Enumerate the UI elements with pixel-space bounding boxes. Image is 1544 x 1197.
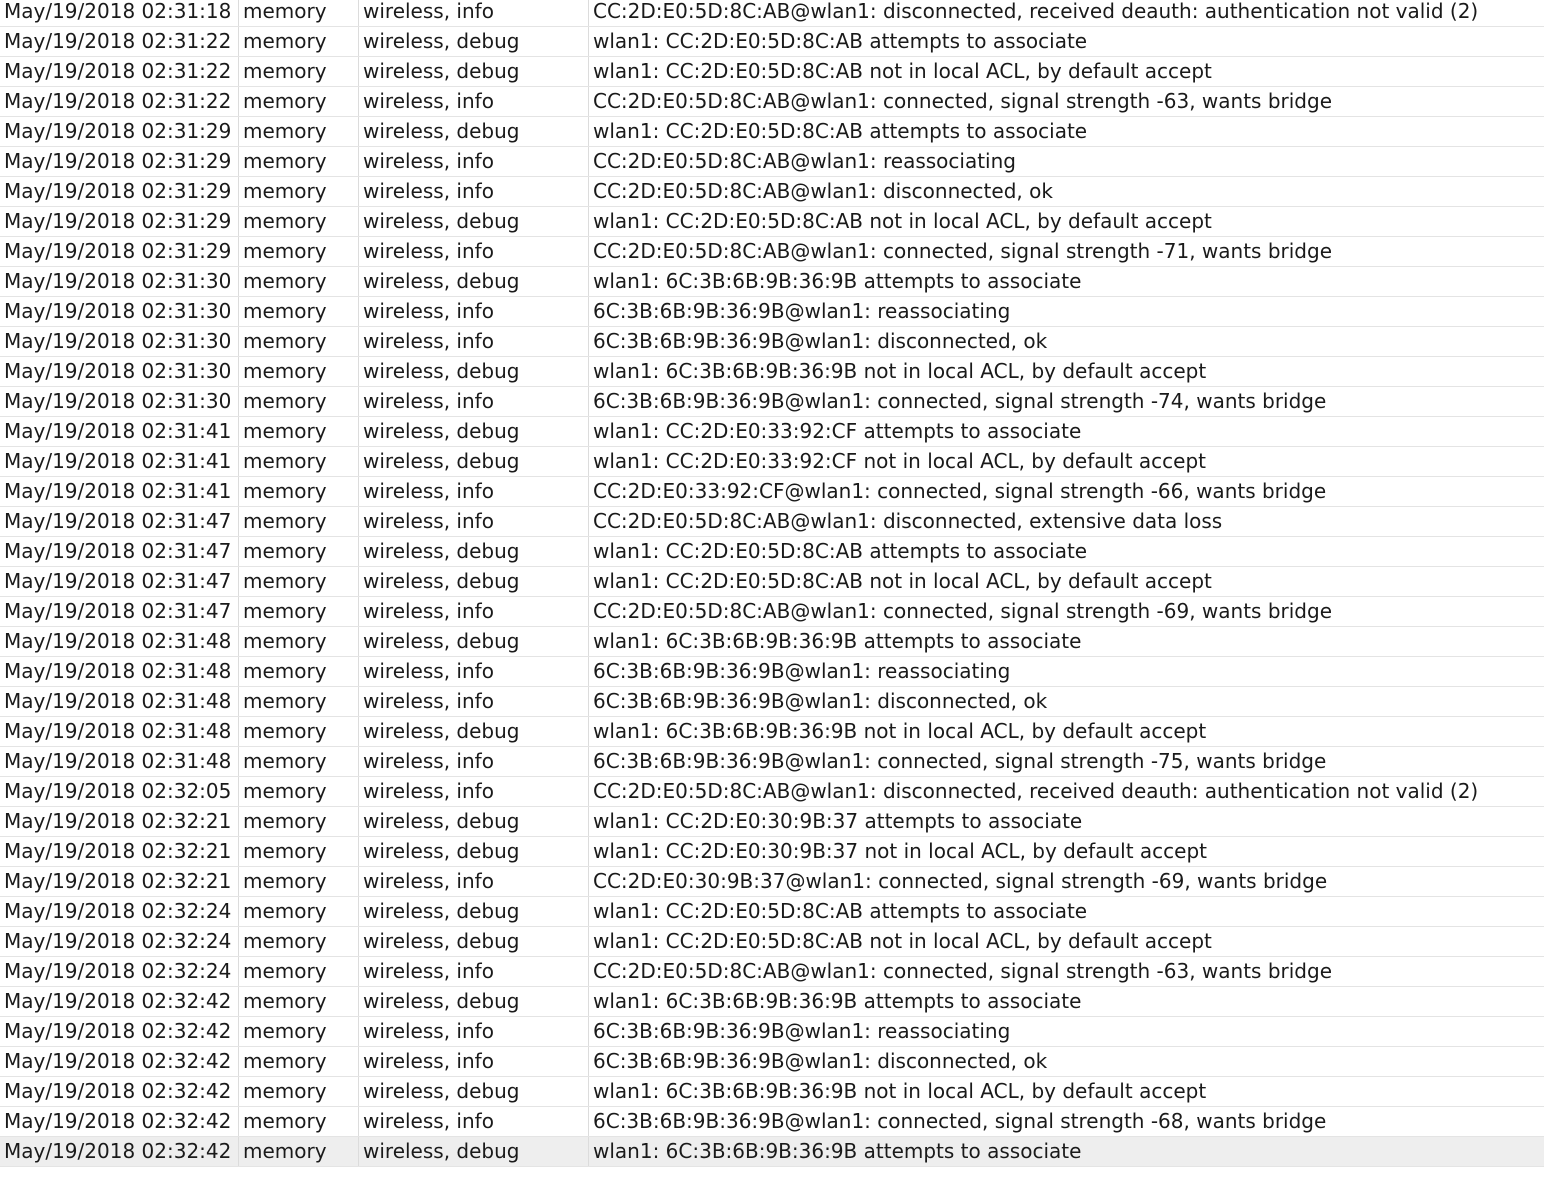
log-message-cell: 6C:3B:6B:9B:36:9B@wlan1: disconnected, ok: [588, 327, 1544, 356]
log-buffer-cell: memory: [238, 1107, 358, 1136]
log-message-cell: wlan1: CC:2D:E0:5D:8C:AB not in local ACL, by default accept: [588, 207, 1544, 236]
log-topics-cell: wireless, debug: [358, 447, 588, 476]
log-buffer-cell: memory: [238, 177, 358, 206]
log-row[interactable]: [0, 57, 1544, 87]
log-message-cell: wlan1: CC:2D:E0:5D:8C:AB attempts to associate: [588, 27, 1544, 56]
log-time-cell: May/19/2018 02:31:41: [4, 419, 232, 443]
log-topics-cell: wireless, debug: [358, 207, 588, 236]
log-message-cell: CC:2D:E0:5D:8C:AB@wlan1: connected, signal strength -69, wants bridge: [588, 597, 1544, 626]
log-time-cell: May/19/2018 02:31:29: [4, 239, 232, 263]
log-row[interactable]: [0, 117, 1544, 147]
log-message-cell: CC:2D:E0:5D:8C:AB@wlan1: disconnected, received deauth: authentication not valid (2): [588, 0, 1544, 26]
log-time-cell: May/19/2018 02:31:41: [4, 449, 232, 473]
log-row[interactable]: [0, 747, 1544, 777]
log-time-cell: May/19/2018 02:31:47: [4, 509, 232, 533]
log-row[interactable]: [0, 447, 1544, 477]
log-time-cell: May/19/2018 02:32:21: [4, 839, 232, 863]
log-topics-cell: wireless, debug: [358, 117, 588, 146]
log-message-cell: 6C:3B:6B:9B:36:9B@wlan1: disconnected, ok: [588, 687, 1544, 716]
log-message-cell: wlan1: CC:2D:E0:5D:8C:AB not in local ACL, by default accept: [588, 927, 1544, 956]
log-buffer-cell: memory: [238, 987, 358, 1016]
log-buffer-cell: memory: [238, 0, 358, 26]
log-time-cell: May/19/2018 02:32:42: [4, 1079, 232, 1103]
log-message-cell: CC:2D:E0:5D:8C:AB@wlan1: disconnected, ok: [588, 177, 1544, 206]
log-buffer-cell: memory: [238, 387, 358, 416]
log-row[interactable]: [0, 1137, 1544, 1167]
log-message-cell: wlan1: 6C:3B:6B:9B:36:9B not in local ACL, by default accept: [588, 357, 1544, 386]
log-time-cell: May/19/2018 02:32:42: [4, 1049, 232, 1073]
log-time-cell: May/19/2018 02:32:05: [4, 779, 232, 803]
log-topics-cell: wireless, debug: [358, 267, 588, 296]
log-message-cell: wlan1: CC:2D:E0:5D:8C:AB attempts to associate: [588, 537, 1544, 566]
log-row[interactable]: [0, 1107, 1544, 1137]
log-time-cell: May/19/2018 02:31:41: [4, 479, 232, 503]
log-time-cell: May/19/2018 02:31:48: [4, 629, 232, 653]
log-message-cell: CC:2D:E0:5D:8C:AB@wlan1: connected, signal strength -71, wants bridge: [588, 237, 1544, 266]
log-buffer-cell: memory: [238, 477, 358, 506]
log-topics-cell: wireless, info: [358, 777, 588, 806]
log-time-cell: May/19/2018 02:31:48: [4, 689, 232, 713]
log-buffer-cell: memory: [238, 567, 358, 596]
log-row[interactable]: [0, 627, 1544, 657]
log-row[interactable]: [0, 357, 1544, 387]
log-time-cell: May/19/2018 02:31:30: [4, 299, 232, 323]
log-row[interactable]: [0, 297, 1544, 327]
log-time-cell: May/19/2018 02:31:22: [4, 59, 232, 83]
log-message-cell: wlan1: CC:2D:E0:5D:8C:AB not in local ACL, by default accept: [588, 567, 1544, 596]
log-message-cell: wlan1: CC:2D:E0:5D:8C:AB not in local ACL, by default accept: [588, 57, 1544, 86]
log-buffer-cell: memory: [238, 897, 358, 926]
log-time-cell: May/19/2018 02:31:47: [4, 569, 232, 593]
log-message-cell: 6C:3B:6B:9B:36:9B@wlan1: connected, signal strength -68, wants bridge: [588, 1107, 1544, 1136]
log-buffer-cell: memory: [238, 687, 358, 716]
log-topics-cell: wireless, info: [358, 507, 588, 536]
log-buffer-cell: memory: [238, 927, 358, 956]
log-buffer-cell: memory: [238, 327, 358, 356]
log-message-cell: wlan1: 6C:3B:6B:9B:36:9B not in local ACL, by default accept: [588, 717, 1544, 746]
log-buffer-cell: memory: [238, 597, 358, 626]
log-topics-cell: wireless, info: [358, 867, 588, 896]
log-row[interactable]: [0, 267, 1544, 297]
log-message-cell: CC:2D:E0:33:92:CF@wlan1: connected, signal strength -66, wants bridge: [588, 477, 1544, 506]
log-message-cell: wlan1: CC:2D:E0:30:9B:37 not in local ACL, by default accept: [588, 837, 1544, 866]
log-buffer-cell: memory: [238, 447, 358, 476]
log-message-cell: 6C:3B:6B:9B:36:9B@wlan1: reassociating: [588, 1017, 1544, 1046]
log-buffer-cell: memory: [238, 1137, 358, 1166]
log-buffer-cell: memory: [238, 87, 358, 116]
log-time-cell: May/19/2018 02:31:22: [4, 29, 232, 53]
log-message-cell: wlan1: CC:2D:E0:33:92:CF attempts to associate: [588, 417, 1544, 446]
log-row[interactable]: [0, 537, 1544, 567]
log-row[interactable]: [0, 147, 1544, 177]
log-row[interactable]: [0, 237, 1544, 267]
log-row[interactable]: [0, 687, 1544, 717]
log-buffer-cell: memory: [238, 627, 358, 656]
log-message-cell: wlan1: 6C:3B:6B:9B:36:9B not in local ACL, by default accept: [588, 1077, 1544, 1106]
log-row[interactable]: [0, 477, 1544, 507]
log-message-cell: wlan1: 6C:3B:6B:9B:36:9B attempts to associate: [588, 627, 1544, 656]
log-time-cell: May/19/2018 02:32:42: [4, 1139, 232, 1163]
log-buffer-cell: memory: [238, 237, 358, 266]
log-topics-cell: wireless, info: [358, 477, 588, 506]
log-time-cell: May/19/2018 02:31:48: [4, 749, 232, 773]
log-message-cell: wlan1: CC:2D:E0:30:9B:37 attempts to associate: [588, 807, 1544, 836]
log-time-cell: May/19/2018 02:32:21: [4, 809, 232, 833]
log-row[interactable]: [0, 597, 1544, 627]
log-topics-cell: wireless, debug: [358, 717, 588, 746]
log-message-cell: wlan1: 6C:3B:6B:9B:36:9B attempts to associate: [588, 267, 1544, 296]
log-topics-cell: wireless, debug: [358, 897, 588, 926]
log-message-cell: wlan1: CC:2D:E0:5D:8C:AB attempts to associate: [588, 117, 1544, 146]
log-buffer-cell: memory: [238, 27, 358, 56]
log-row[interactable]: [0, 177, 1544, 207]
log-time-cell: May/19/2018 02:32:42: [4, 1109, 232, 1133]
log-buffer-cell: memory: [238, 207, 358, 236]
log-time-cell: May/19/2018 02:32:24: [4, 959, 232, 983]
log-topics-cell: wireless, debug: [358, 807, 588, 836]
log-topics-cell: wireless, debug: [358, 1137, 588, 1166]
log-buffer-cell: memory: [238, 717, 358, 746]
log-row[interactable]: [0, 27, 1544, 57]
log-topics-cell: wireless, debug: [358, 357, 588, 386]
log-topics-cell: wireless, debug: [358, 537, 588, 566]
log-topics-cell: wireless, debug: [358, 987, 588, 1016]
log-topics-cell: wireless, debug: [358, 567, 588, 596]
log-time-cell: May/19/2018 02:31:29: [4, 209, 232, 233]
log-buffer-cell: memory: [238, 1047, 358, 1076]
log-topics-cell: wireless, debug: [358, 417, 588, 446]
log-buffer-cell: memory: [238, 147, 358, 176]
log-row[interactable]: [0, 1077, 1544, 1107]
log-row[interactable]: [0, 0, 1544, 27]
log-time-cell: May/19/2018 02:31:48: [4, 719, 232, 743]
log-row[interactable]: [0, 387, 1544, 417]
log-row[interactable]: [0, 957, 1544, 987]
log-message-cell: wlan1: 6C:3B:6B:9B:36:9B attempts to associate: [588, 1137, 1544, 1166]
log-time-cell: May/19/2018 02:32:42: [4, 1019, 232, 1043]
log-topics-cell: wireless, info: [358, 237, 588, 266]
log-row[interactable]: [0, 837, 1544, 867]
log-topics-cell: wireless, info: [358, 87, 588, 116]
log-topics-cell: wireless, info: [358, 687, 588, 716]
log-buffer-cell: memory: [238, 807, 358, 836]
log-buffer-cell: memory: [238, 57, 358, 86]
log-time-cell: May/19/2018 02:32:21: [4, 869, 232, 893]
log-time-cell: May/19/2018 02:31:22: [4, 89, 232, 113]
log-row[interactable]: [0, 87, 1544, 117]
log-time-cell: May/19/2018 02:31:18: [4, 0, 232, 23]
log-message-cell: CC:2D:E0:30:9B:37@wlan1: connected, signal strength -69, wants bridge: [588, 867, 1544, 896]
log-topics-cell: wireless, debug: [358, 1077, 588, 1106]
log-buffer-cell: memory: [238, 417, 358, 446]
log-buffer-cell: memory: [238, 267, 358, 296]
log-time-cell: May/19/2018 02:32:24: [4, 929, 232, 953]
log-buffer-cell: memory: [238, 657, 358, 686]
log-row[interactable]: [0, 327, 1544, 357]
log-time-cell: May/19/2018 02:31:47: [4, 539, 232, 563]
log-topics-cell: wireless, info: [358, 597, 588, 626]
log-topics-cell: wireless, info: [358, 0, 588, 26]
log-topics-cell: wireless, info: [358, 957, 588, 986]
log-buffer-cell: memory: [238, 777, 358, 806]
log-message-cell: wlan1: CC:2D:E0:5D:8C:AB attempts to associate: [588, 897, 1544, 926]
log-message-cell: wlan1: 6C:3B:6B:9B:36:9B attempts to associate: [588, 987, 1544, 1016]
log-message-cell: CC:2D:E0:5D:8C:AB@wlan1: disconnected, extensive data loss: [588, 507, 1544, 536]
log-message-cell: CC:2D:E0:5D:8C:AB@wlan1: connected, signal strength -63, wants bridge: [588, 87, 1544, 116]
log-topics-cell: wireless, debug: [358, 927, 588, 956]
log-topics-cell: wireless, info: [358, 177, 588, 206]
log-topics-cell: wireless, info: [358, 1017, 588, 1046]
log-row[interactable]: [0, 1017, 1544, 1047]
log-topics-cell: wireless, info: [358, 1107, 588, 1136]
log-time-cell: May/19/2018 02:32:24: [4, 899, 232, 923]
log-row[interactable]: [0, 1047, 1544, 1077]
log-time-cell: May/19/2018 02:31:29: [4, 119, 232, 143]
log-message-cell: 6C:3B:6B:9B:36:9B@wlan1: disconnected, ok: [588, 1047, 1544, 1076]
log-message-cell: 6C:3B:6B:9B:36:9B@wlan1: connected, signal strength -75, wants bridge: [588, 747, 1544, 776]
log-row[interactable]: [0, 657, 1544, 687]
log-buffer-cell: memory: [238, 1017, 358, 1046]
log-time-cell: May/19/2018 02:31:48: [4, 659, 232, 683]
log-message-cell: CC:2D:E0:5D:8C:AB@wlan1: connected, signal strength -63, wants bridge: [588, 957, 1544, 986]
log-row[interactable]: [0, 927, 1544, 957]
log-topics-cell: wireless, debug: [358, 27, 588, 56]
log-message-cell: CC:2D:E0:5D:8C:AB@wlan1: reassociating: [588, 147, 1544, 176]
log-topics-cell: wireless, info: [358, 657, 588, 686]
log-time-cell: May/19/2018 02:31:30: [4, 269, 232, 293]
log-time-cell: May/19/2018 02:31:29: [4, 179, 232, 203]
log-buffer-cell: memory: [238, 1077, 358, 1106]
log-row[interactable]: [0, 567, 1544, 597]
log-message-cell: wlan1: CC:2D:E0:33:92:CF not in local ACL, by default accept: [588, 447, 1544, 476]
log-message-cell: 6C:3B:6B:9B:36:9B@wlan1: reassociating: [588, 657, 1544, 686]
log-buffer-cell: memory: [238, 837, 358, 866]
log-time-cell: May/19/2018 02:31:30: [4, 329, 232, 353]
log-buffer-cell: memory: [238, 117, 358, 146]
log-topics-cell: wireless, debug: [358, 837, 588, 866]
log-buffer-cell: memory: [238, 507, 358, 536]
log-buffer-cell: memory: [238, 867, 358, 896]
log-time-cell: May/19/2018 02:31:30: [4, 359, 232, 383]
log-time-cell: May/19/2018 02:31:29: [4, 149, 232, 173]
log-message-cell: 6C:3B:6B:9B:36:9B@wlan1: reassociating: [588, 297, 1544, 326]
log-topics-cell: wireless, info: [358, 1047, 588, 1076]
log-buffer-cell: memory: [238, 747, 358, 776]
log-row-partial[interactable]: [0, 1167, 1544, 1197]
log-time-cell: May/19/2018 02:31:47: [4, 599, 232, 623]
log-row[interactable]: [0, 867, 1544, 897]
log-row[interactable]: [0, 897, 1544, 927]
log-topics-cell: wireless, info: [358, 747, 588, 776]
log-buffer-cell: memory: [238, 537, 358, 566]
log-time-cell: May/19/2018 02:32:42: [4, 989, 232, 1013]
log-topics-cell: wireless, debug: [358, 627, 588, 656]
log-message-cell: CC:2D:E0:5D:8C:AB@wlan1: disconnected, received deauth: authentication not valid (2): [588, 777, 1544, 806]
log-buffer-cell: memory: [238, 357, 358, 386]
log-buffer-cell: memory: [238, 297, 358, 326]
log-row[interactable]: [0, 207, 1544, 237]
log-row[interactable]: [0, 777, 1544, 807]
log-row[interactable]: [0, 507, 1544, 537]
log-buffer-cell: memory: [238, 957, 358, 986]
log-message-cell: 6C:3B:6B:9B:36:9B@wlan1: connected, signal strength -74, wants bridge: [588, 387, 1544, 416]
log-row[interactable]: [0, 807, 1544, 837]
log-row[interactable]: [0, 717, 1544, 747]
log-topics-cell: wireless, info: [358, 387, 588, 416]
log-row[interactable]: [0, 417, 1544, 447]
log-time-cell: May/19/2018 02:31:30: [4, 389, 232, 413]
log-topics-cell: wireless, debug: [358, 57, 588, 86]
log-row[interactable]: [0, 987, 1544, 1017]
log-topics-cell: wireless, info: [358, 147, 588, 176]
log-topics-cell: wireless, info: [358, 297, 588, 326]
log-topics-cell: wireless, info: [358, 327, 588, 356]
